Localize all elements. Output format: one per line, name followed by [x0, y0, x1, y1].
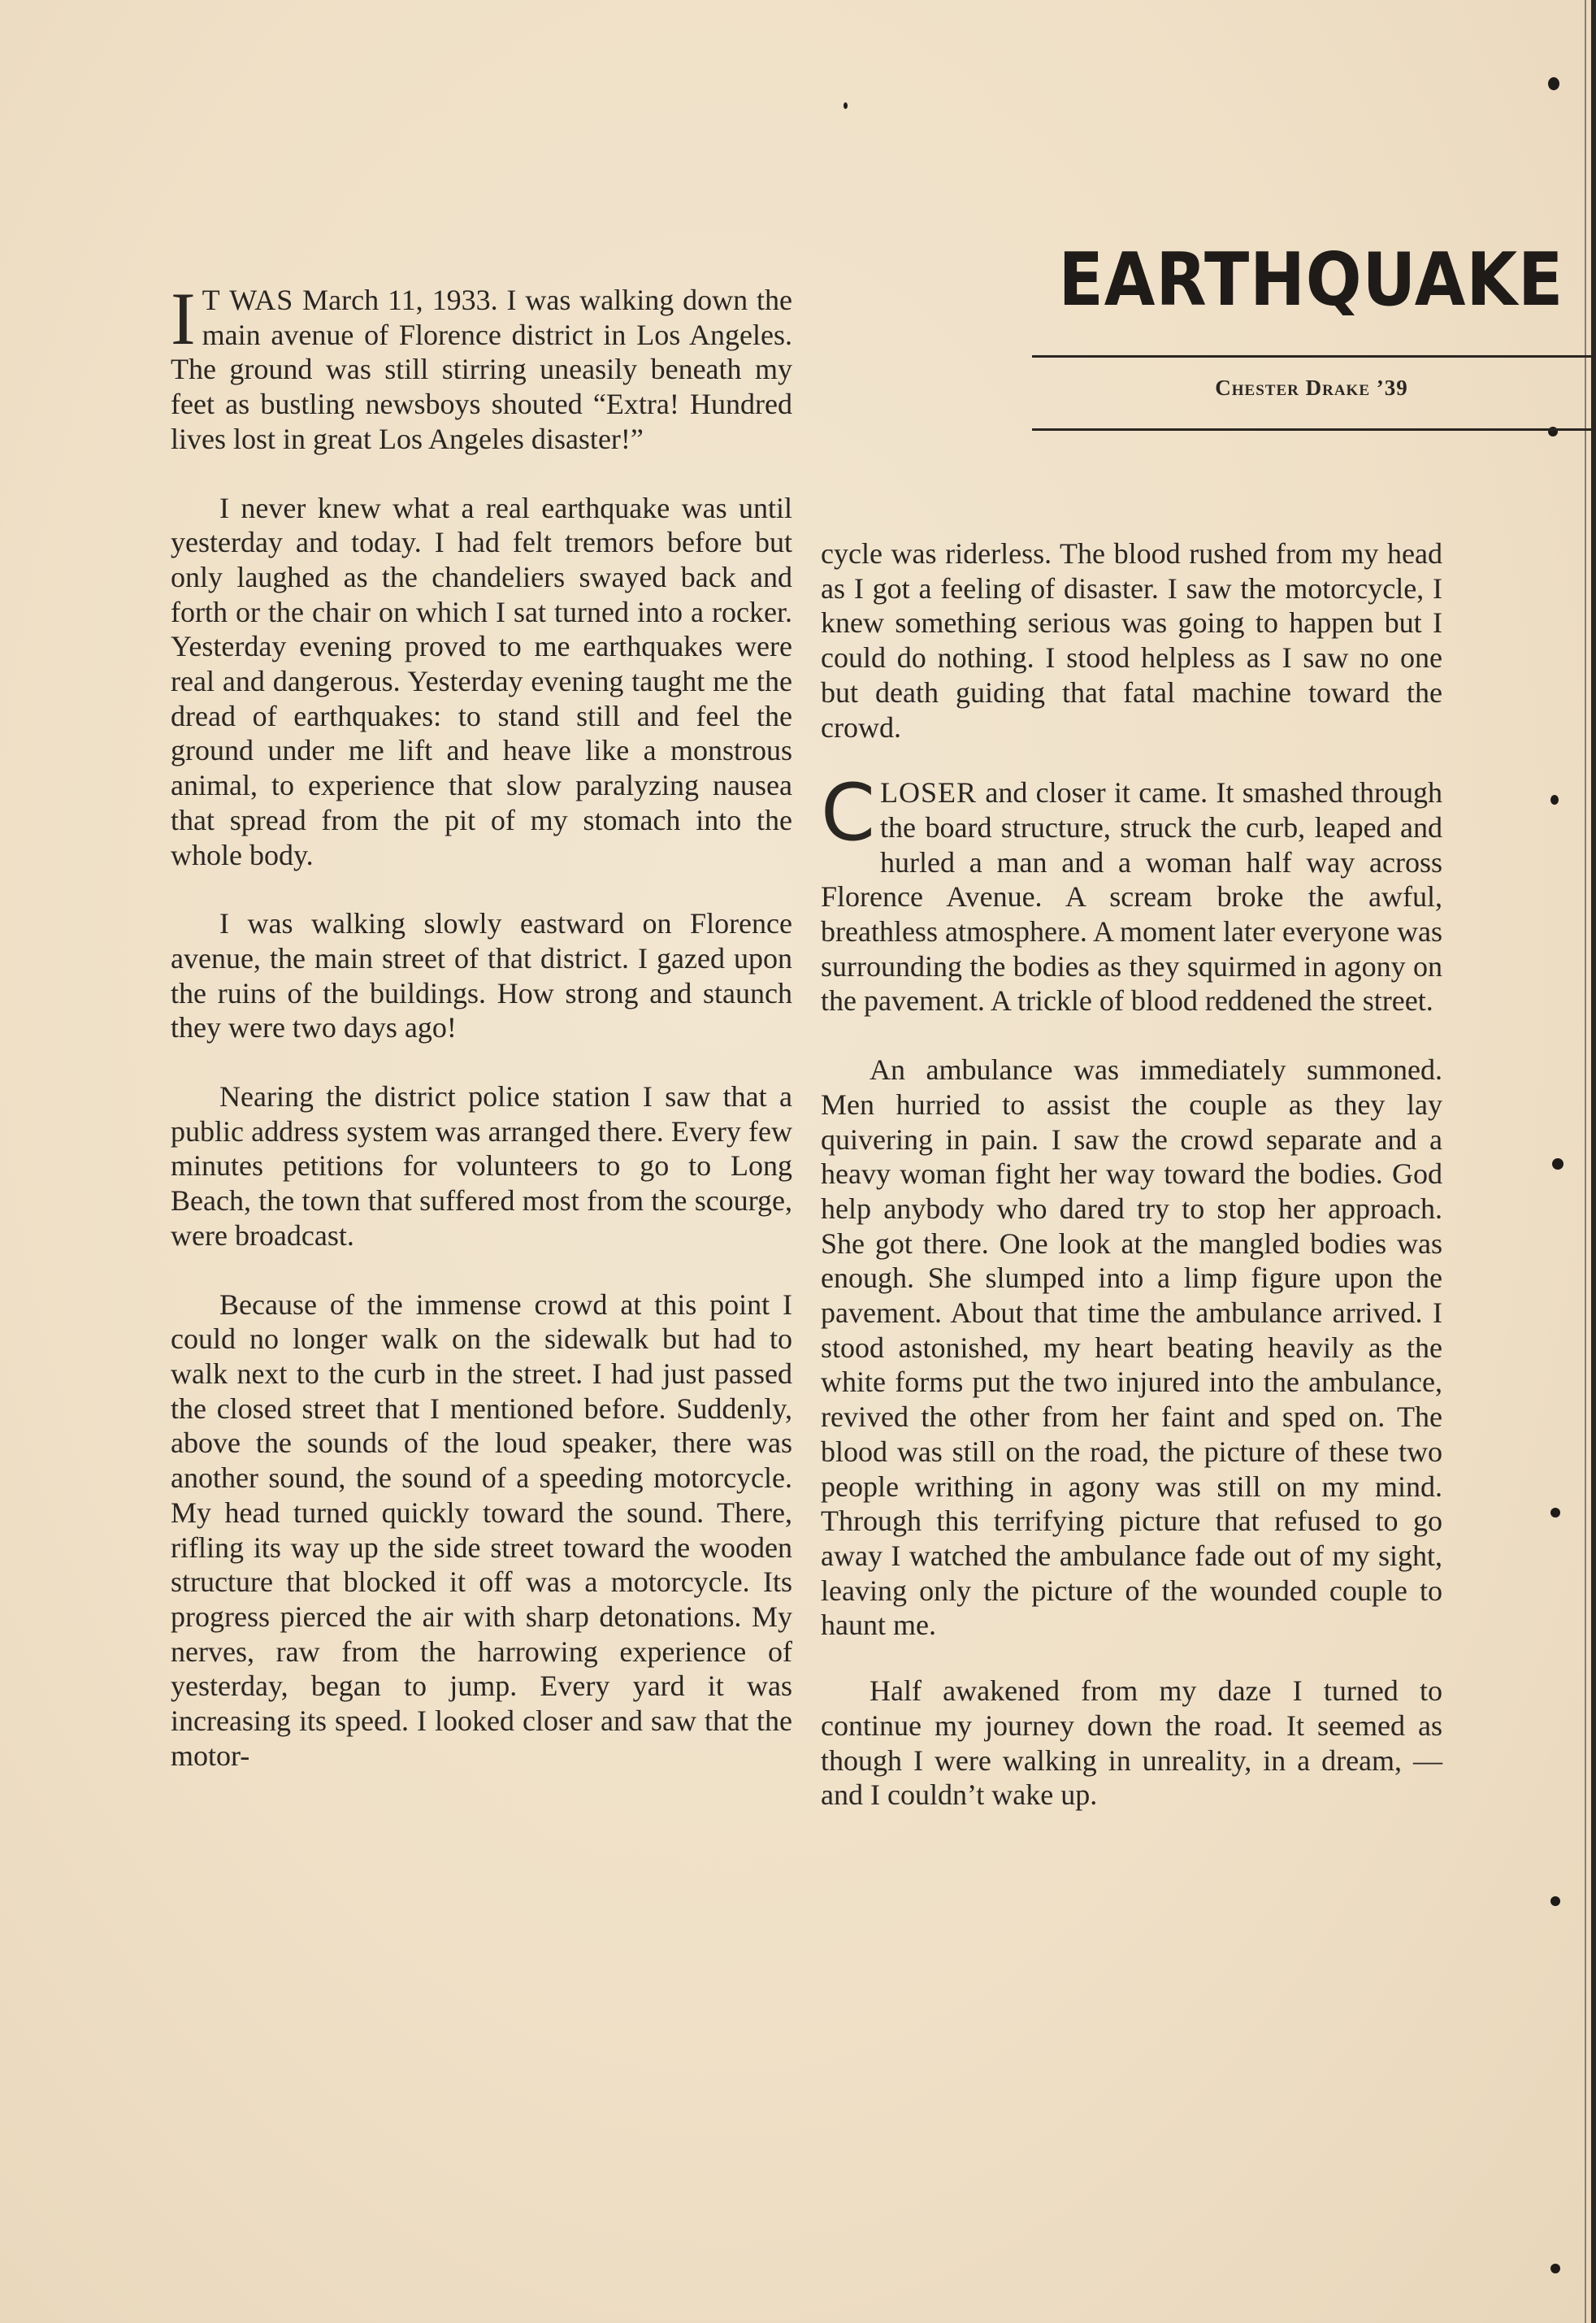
- drop-cap: I: [171, 277, 196, 360]
- lead-in: T WAS: [202, 284, 294, 316]
- binding-hole-mark: [1548, 77, 1559, 90]
- article-header: [1030, 237, 1591, 323]
- binding-hole-mark: [1550, 1896, 1560, 1906]
- title-rule-top: [1032, 355, 1591, 358]
- paragraph: cycle was riderless. The blood rushed from my head as I got a feeling of disaster. I saw the motorcycle, I knew something serious was going to happen but I could do nothing. I stood helpless as I saw no one but death guiding that fatal machine toward the crowd.: [821, 537, 1442, 744]
- article-title: EARTHQUAKE: [1058, 237, 1564, 323]
- stray-ink-mark: [844, 102, 848, 109]
- binding-hole-mark: [1550, 1508, 1560, 1518]
- paragraph: Nearing the district police station I saw that a public address system was arranged there. Every few minutes petitions for volunteers to go to Long Beach, the town that suffered most from the scourge, were broadcast.: [171, 1080, 792, 1252]
- paragraph: Because of the immense crowd at this point I could no longer walk on the sidewalk but had to walk next to the curb in the street. I had just passed the closed street that I mentioned before. Suddenly, above the sounds of the loud speaker, there was another sound, the sound of a speeding motorcycle. My head turned quickly toward the sound. There, rifling its way up the side street toward the wooden structure that blocked it off was a motorcycle. Its progress pierced the air with sharp detonations. My nerves, raw from the harrowing experience of yesterday, began to jump. Every yard it was increasing its speed. I looked closer and saw that the motor-: [171, 1287, 792, 1772]
- lead-in: LOSER: [880, 776, 978, 810]
- page-edge-line: [1585, 0, 1586, 2323]
- author-byline: Chester Drake ’39: [1215, 376, 1408, 400]
- paragraph: [171, 277, 792, 457]
- binding-hole-mark: [1550, 2264, 1560, 2273]
- left-column: [171, 277, 792, 1773]
- page-edge-binding: [1591, 0, 1596, 2323]
- binding-hole-mark: [1550, 795, 1559, 805]
- right-column: [821, 536, 1442, 1813]
- paragraph: Half awakened from my daze I turned to continue my journey down the road. It seemed as though I were walking in unreality, in a dream, — and I couldn’t wake up.: [821, 1674, 1442, 1812]
- paragraph: An ambulance was immediately summoned. Men hurried to assist the couple as they lay quivering in pain. I saw the crowd separate and a heavy woman fight her way toward the bodies. God help anybody who dared try to stop her approach. She got there. One look at the mangled bodies was enough. She slumped into a limp figure upon the pavement. About that time the ambulance arrived. I stood astonished, my heart beating heavily as the white forms put the two injured into the ambulance, revived the other from her faint and sped on. The blood was still on the road, the picture of these two people writhing in agony was still on my mind. Through this terrifying picture that refused to go away I watched the ambulance fade out of my sight, leaving only the picture of the wounded couple to haunt me.: [821, 1053, 1442, 1642]
- paragraph: I was walking slowly eastward on Florence avenue, the main street of that district. I gazed upon the ruins of the buildings. How strong and staunch they were two days ago!: [171, 907, 792, 1044]
- paragraph: I never knew what a real earthquake was until yesterday and today. I had felt tremors before but only laughed as the chandeliers swayed back and forth or the chair on which I sat turned into a rocker. Yesterday evening proved to me earthquakes were real and dangerous. Yesterday evening taught me the dread of earthquakes: to stand still and feel the ground under me lift and heave like a monstrous animal, to experience that slow paralyzing nausea that spread from the pit of my stomach into the whole body.: [171, 491, 792, 871]
- drop-cap: C: [821, 767, 876, 859]
- paragraph-text: March 11, 1933. I was walking down the main avenue of Florence district in Los Angeles. The ground was still stirring uneasily beneath my feet as bustling newsboys shouted “Extra! Hundred lives lost in great Los Angeles disaster!”: [171, 284, 792, 455]
- paragraph-text: and closer it came. It smashed through the board structure, struck the curb, leaped and hurled a man and a woman half way across Florence Avenue. A scream broke the awful, breathless atmosphere. A moment later everyone was surrounding the bodies as they squirmed in agony on the pavement. A trickle of blood reddened the street.: [821, 776, 1442, 1018]
- binding-hole-mark: [1552, 1158, 1563, 1170]
- paragraph: [821, 767, 1442, 1018]
- title-rule-bottom: [1032, 428, 1591, 431]
